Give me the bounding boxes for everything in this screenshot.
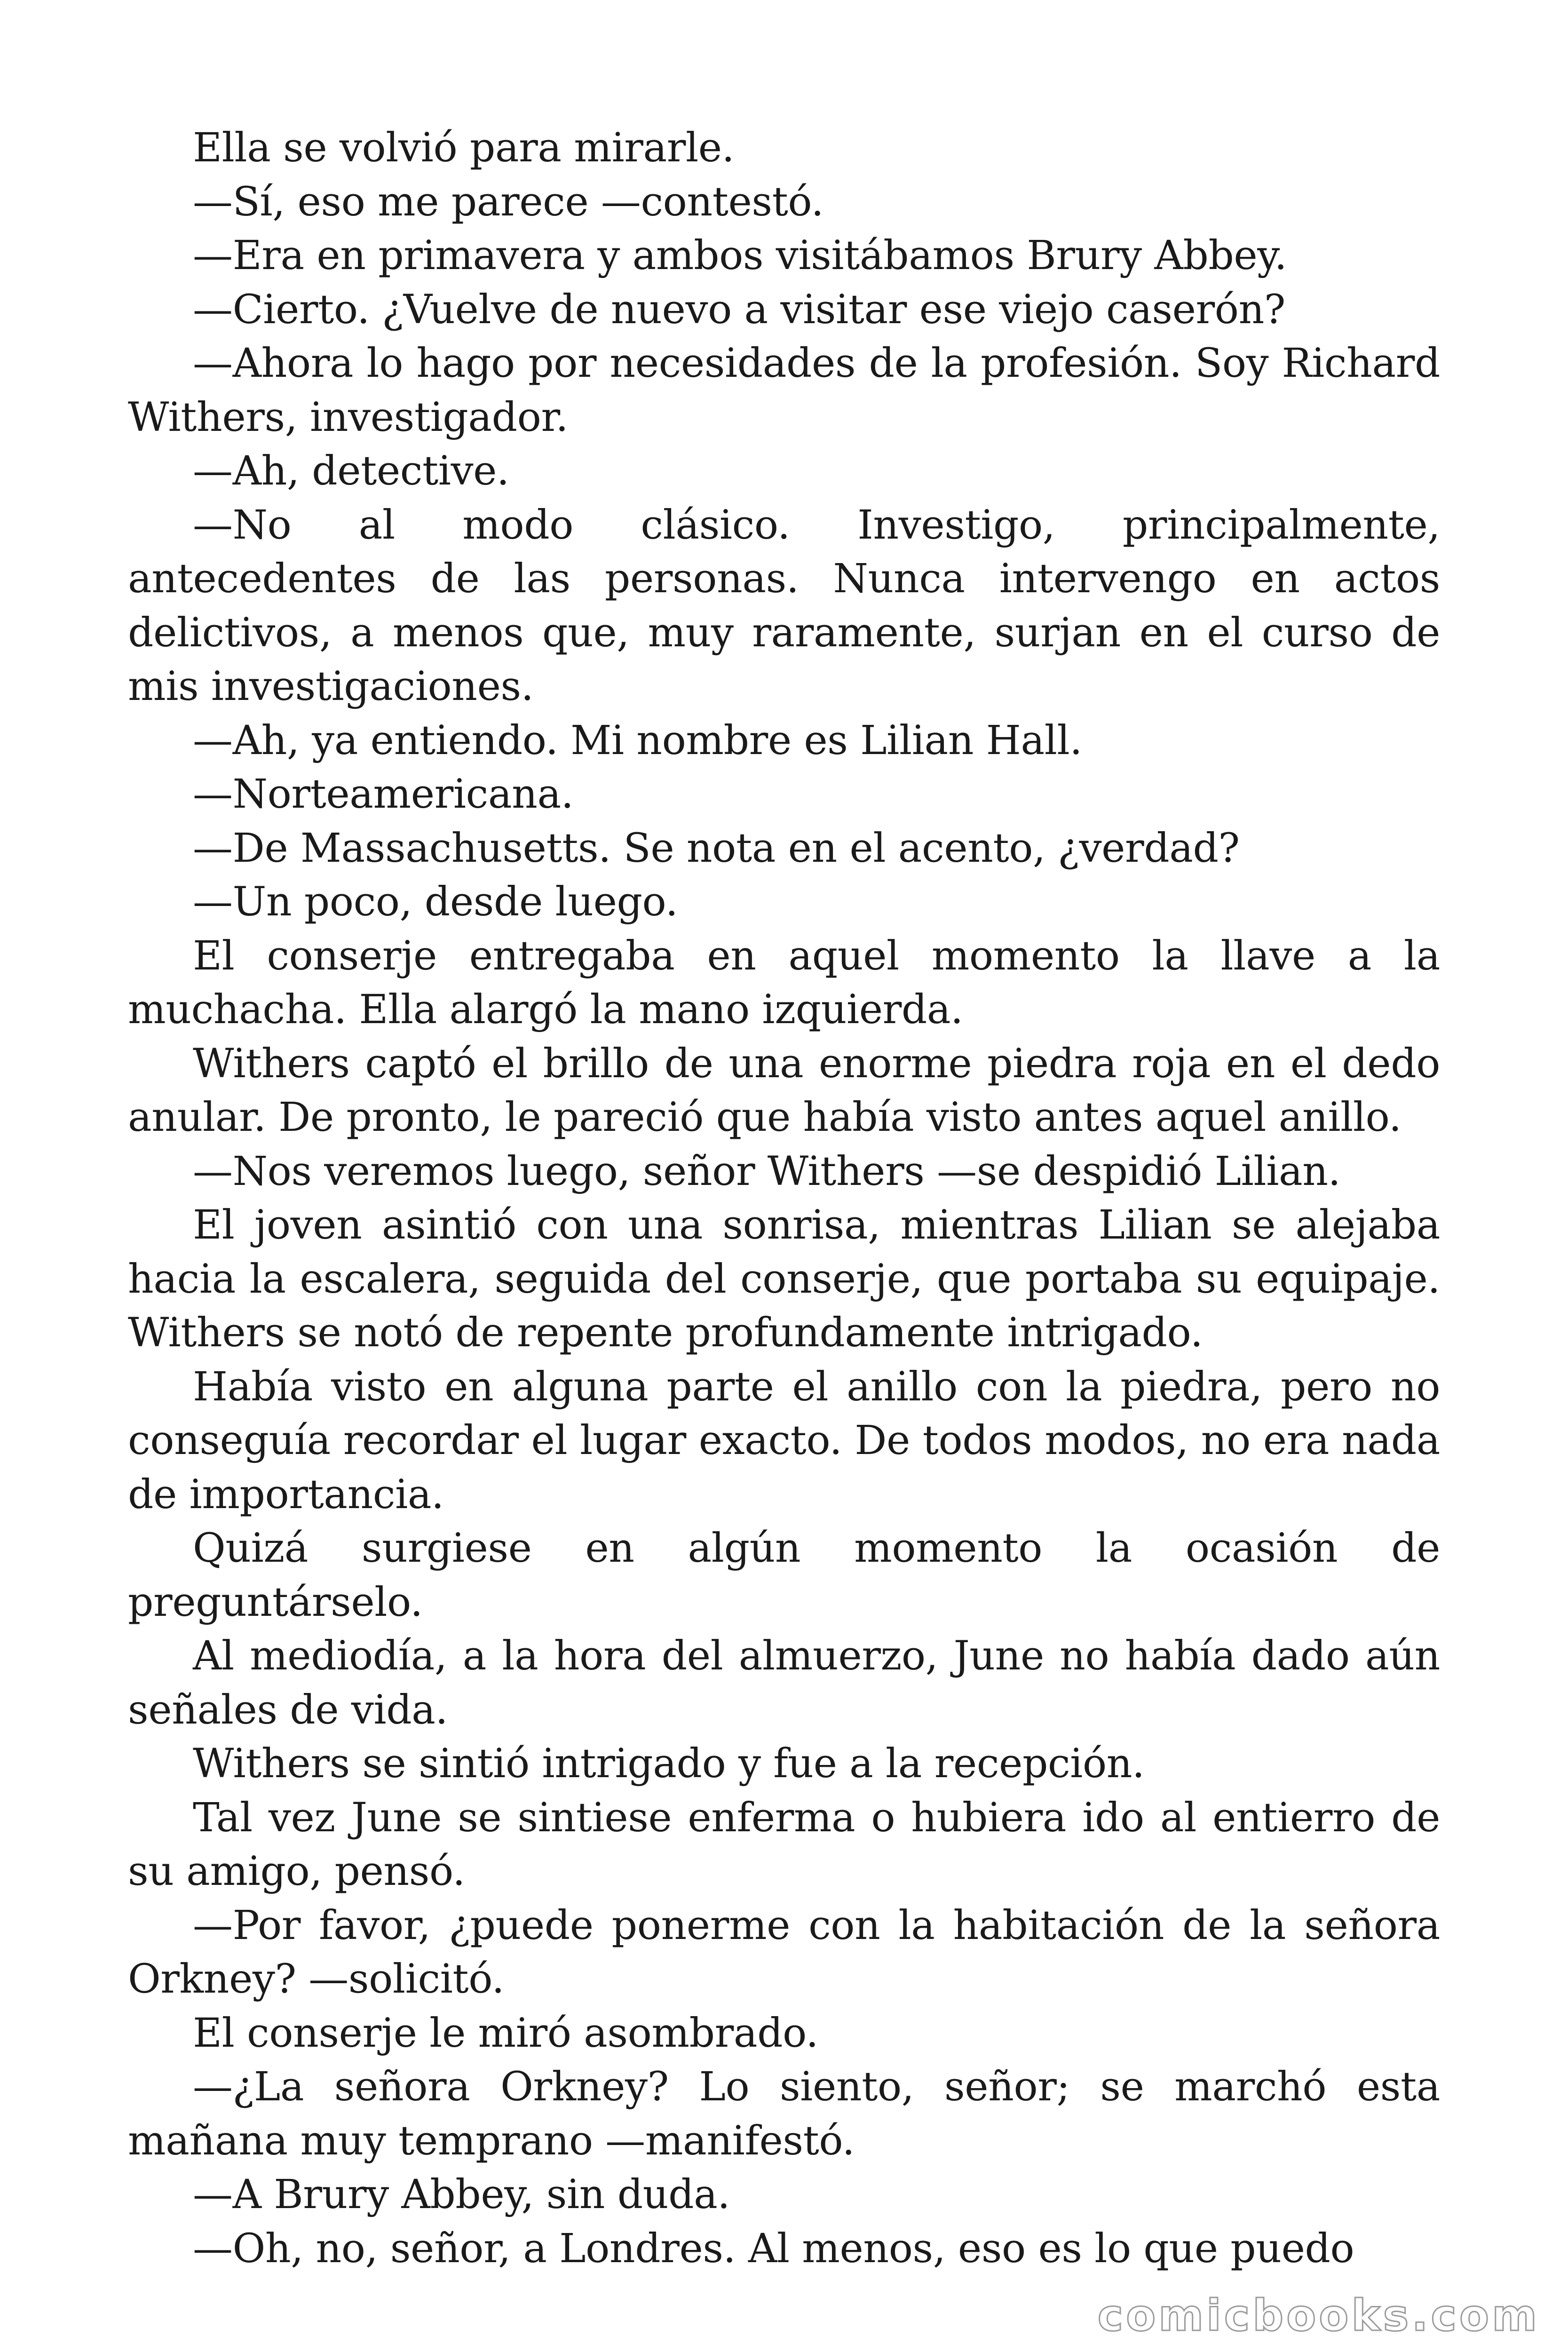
paragraph: Withers captó el brillo de una enorme piedra roja en el dedo anular. De pronto, le pareció que había visto antes aquel anillo. — [128, 1040, 1440, 1141]
paragraph: —Era en primavera y ambos visitábamos Brury Abbey. — [193, 232, 1287, 279]
paragraph: —De Massachusetts. Se nota en el acento, ¿verdad? — [193, 825, 1240, 872]
paragraph: —No al modo clásico. Investigo, principalmente, antecedentes de las personas. Nunca intervengo en actos delictivos, a menos que, muy raramente, surjan en el curso de mis investigaciones. — [128, 501, 1440, 710]
paragraph: El conserje le miró asombrado. — [193, 2010, 819, 2057]
paragraph: Quizá surgiese en algún momento la ocasión de preguntárselo. — [128, 1525, 1440, 1626]
paragraph: El joven asintió con una sonrisa, mientras Lilian se alejaba hacia la escalera, seguida del conserje, que portaba su equipaje. Withers se notó de repente profundamente intrigado. — [128, 1202, 1440, 1356]
paragraph: Ella se volvió para mirarle. — [193, 125, 735, 171]
paragraph: —Un poco, desde luego. — [193, 879, 678, 925]
paragraph: —¿La señora Orkney? Lo siento, señor; se marchó esta mañana muy temprano —manifestó. — [128, 2064, 1440, 2164]
paragraph: Había visto en alguna parte el anillo con la piedra, pero no conseguía recordar el lugar exacto. De todos modos, no era nada de importancia. — [128, 1363, 1440, 1518]
paragraph: —Ahora lo hago por necesidades de la profesión. Soy Richard Withers, investigador. — [128, 340, 1440, 441]
paragraph: —Por favor, ¿puede ponerme con la habitación de la señora Orkney? —solicitó. — [128, 1902, 1440, 2002]
paragraph: —A Brury Abbey, sin duda. — [193, 2171, 730, 2218]
paragraph: —Norteamericana. — [193, 771, 574, 818]
paragraph: —Cierto. ¿Vuelve de nuevo a visitar ese viejo caserón? — [193, 286, 1286, 333]
paragraph: El conserje entregaba en aquel momento la llave a la muchacha. Ella alargó la mano izquierda. — [128, 932, 1440, 1033]
paragraph: Al mediodía, a la hora del almuerzo, June no había dado aún señales de vida. — [128, 1633, 1440, 1733]
paragraph: —Sí, eso me parece —contestó. — [193, 178, 824, 225]
paragraph: Tal vez June se sintiese enferma o hubiera ido al entierro de su amigo, pensó. — [128, 1794, 1440, 1895]
paragraph: —Oh, no, señor, a Londres. Al menos, eso es lo que puedo — [193, 2225, 1354, 2272]
body-text — [128, 121, 1440, 2276]
paragraph: —Nos veremos luego, señor Withers —se despidió Lilian. — [193, 1148, 1341, 1195]
paragraph: Withers se sintió intrigado y fue a la recepción. — [193, 1740, 1145, 1787]
paragraph: —Ah, detective. — [193, 448, 509, 494]
paragraph: —Ah, ya entiendo. Mi nombre es Lilian Hall. — [193, 717, 1082, 764]
watermark: comicbooks.com — [1097, 2290, 1540, 2341]
